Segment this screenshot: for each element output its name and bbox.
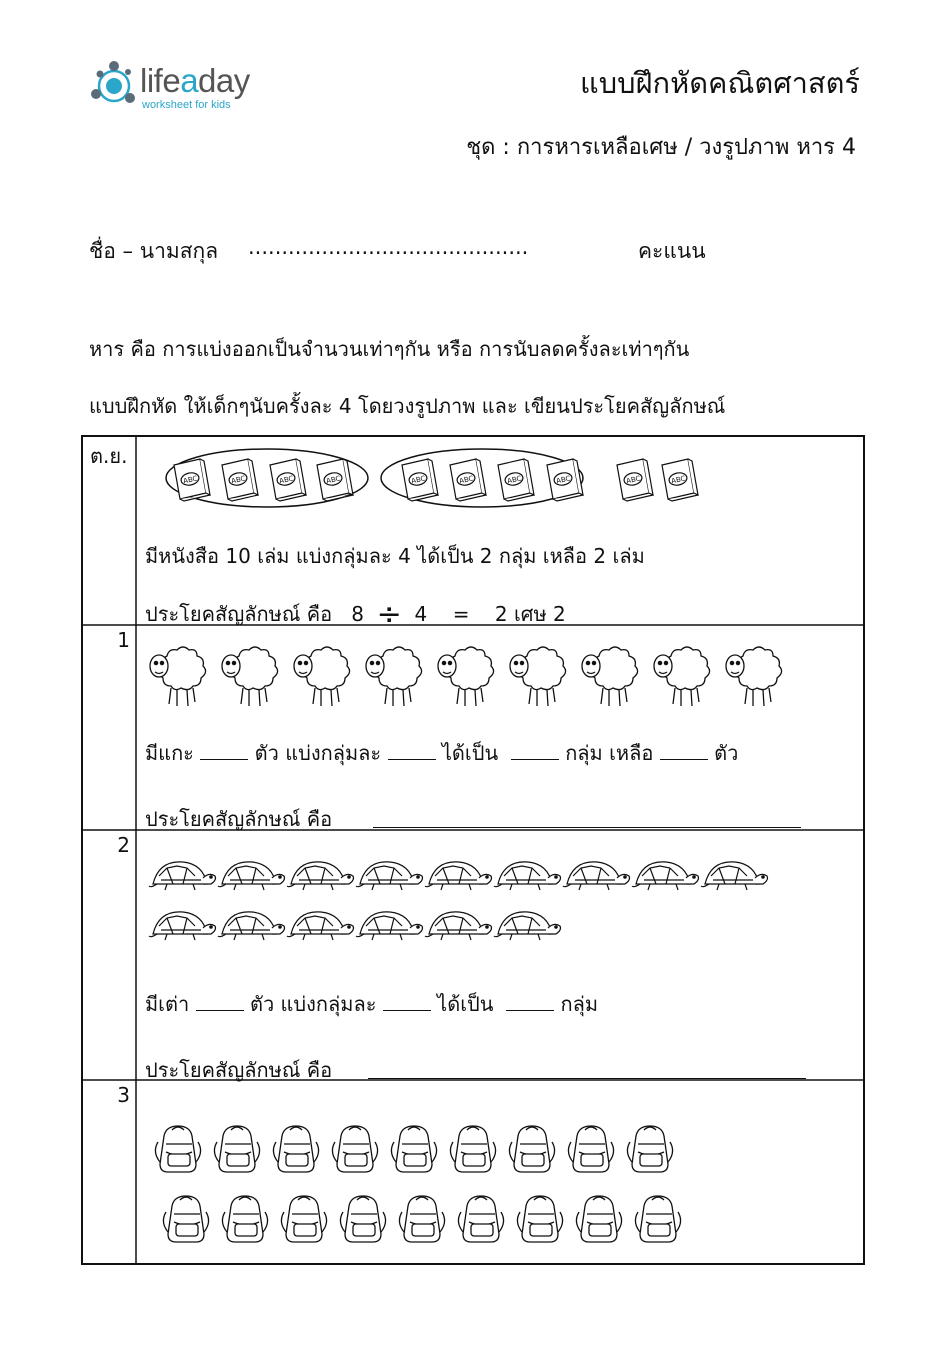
backpack-icon xyxy=(635,1196,680,1242)
turtle-icon xyxy=(149,912,216,940)
sheep-icon xyxy=(438,647,494,706)
turtle-pictures xyxy=(145,858,795,958)
name-label: ชื่อ – นามสกุล xyxy=(89,239,219,263)
backpack-icon xyxy=(332,1126,377,1172)
q2-equation-label: ประโยคสัญลักษณ์ คือ xyxy=(145,1058,333,1082)
backpack-icon xyxy=(391,1126,436,1172)
turtle-icon xyxy=(287,912,354,940)
backpack-icon xyxy=(627,1126,672,1172)
worksheet-subtitle: ชุด : การหารเหลือเศษ / วงรูปภาพ หาร 4 xyxy=(466,135,856,160)
example-equation xyxy=(145,598,566,630)
book-icon xyxy=(498,459,534,501)
backpack-icon xyxy=(340,1196,385,1242)
backpack-icon xyxy=(222,1196,267,1242)
q2-blank-total[interactable] xyxy=(196,992,244,1011)
q1-sentence: มีแกะ ตัว แบ่งกลุ่มละ ได้เป็น กลุ่ม เหลือ ตัว xyxy=(145,741,739,765)
svg-text:ABC: ABC xyxy=(410,474,427,486)
backpack-icon xyxy=(450,1126,495,1172)
equation-label: ประโยคสัญลักษณ์ คือ xyxy=(145,602,333,626)
sheep-icon xyxy=(582,647,638,706)
book-icon xyxy=(547,459,583,501)
backpack-icon xyxy=(568,1126,613,1172)
worksheet-title: แบบฝึกหัดคณิตศาสตร์ xyxy=(580,66,860,100)
q2-blank-groups[interactable] xyxy=(506,992,554,1011)
question-number-2: 2 xyxy=(117,833,130,857)
q1-equation-answer-line[interactable] xyxy=(373,826,801,828)
name-field[interactable]: .......................................... xyxy=(248,235,529,259)
logo-tagline: worksheet for kids xyxy=(142,99,231,111)
turtle-icon xyxy=(563,862,630,890)
turtle-icon xyxy=(356,862,423,890)
q2-sentence: มีเต่า ตัว แบ่งกลุ่มละ ได้เป็น กลุ่ม xyxy=(145,992,599,1016)
svg-text:ABC: ABC xyxy=(555,474,572,486)
q2-blank-group-size[interactable] xyxy=(383,992,431,1011)
svg-text:ABC: ABC xyxy=(325,474,342,486)
eq-dividend: 8 xyxy=(351,602,364,626)
sheep-icon xyxy=(150,647,206,706)
book-icon xyxy=(402,459,438,501)
svg-text:ABC: ABC xyxy=(230,474,247,486)
sheep-icon xyxy=(726,647,782,706)
exercise-instruction: แบบฝึกหัด ให้เด็กๆนับครั้งละ 4 โดยวงรูปภาพ และ เขียนประโยคสัญลักษณ์ xyxy=(89,394,726,418)
sheep-icon xyxy=(366,647,422,706)
eq-divisor: 4 xyxy=(414,602,428,626)
backpack-icon xyxy=(163,1196,208,1242)
q1-blank-total[interactable] xyxy=(200,741,248,760)
turtle-icon xyxy=(701,862,768,890)
svg-text:ABC: ABC xyxy=(670,474,687,486)
backpack-icon xyxy=(458,1196,503,1242)
q1-blank-groups[interactable] xyxy=(511,741,559,760)
book-icon xyxy=(317,459,353,501)
sheep-pictures xyxy=(145,642,795,710)
svg-text:ABC: ABC xyxy=(625,474,642,486)
book-icon xyxy=(662,459,698,501)
turtle-icon xyxy=(287,862,354,890)
backpack-pictures xyxy=(150,1120,710,1255)
sheep-icon xyxy=(654,647,710,706)
logo-wordmark: lifeaday xyxy=(140,62,250,99)
q2-equation-answer-line[interactable] xyxy=(368,1077,806,1079)
score-label: คะแนน xyxy=(638,239,706,263)
book-icon xyxy=(450,459,486,501)
q1-equation-label: ประโยคสัญลักษณ์ คือ xyxy=(145,807,333,831)
turtle-icon xyxy=(494,912,561,940)
svg-text:ABC: ABC xyxy=(506,474,523,486)
division-definition: หาร คือ การแบ่งออกเป็นจำนวนเท่าๆกัน หรือ การนับลดครั้งละเท่าๆกัน xyxy=(89,337,690,361)
sheep-icon xyxy=(222,647,278,706)
q1-blank-group-size[interactable] xyxy=(388,741,436,760)
sheep-icon xyxy=(294,647,350,706)
backpack-icon xyxy=(155,1126,200,1172)
backpack-icon xyxy=(399,1196,444,1242)
turtle-icon xyxy=(494,862,561,890)
svg-text:ABC: ABC xyxy=(278,474,295,486)
svg-text:ABC: ABC xyxy=(458,474,475,486)
turtle-icon xyxy=(149,862,216,890)
eq-result: 2 เศษ 2 xyxy=(494,602,566,626)
turtle-icon xyxy=(218,862,285,890)
example-row-label: ต.ย. xyxy=(90,444,128,468)
turtle-icon xyxy=(425,912,492,940)
book-icon xyxy=(222,459,258,501)
q1-blank-remainder[interactable] xyxy=(660,741,708,760)
question-number-3: 3 xyxy=(117,1083,130,1107)
example-book-pictures xyxy=(160,445,720,515)
turtle-icon xyxy=(425,862,492,890)
backpack-icon xyxy=(214,1126,259,1172)
divide-sign: ÷ xyxy=(376,597,402,632)
svg-text:ABC: ABC xyxy=(182,474,199,486)
example-sentence: มีหนังสือ 10 เล่ม แบ่งกลุ่มละ 4 ได้เป็น 2 กลุ่ม เหลือ 2 เล่ม xyxy=(145,544,645,568)
question-number-1: 1 xyxy=(117,628,130,652)
book-icon xyxy=(617,459,653,501)
backpack-icon xyxy=(576,1196,621,1242)
turtle-icon xyxy=(356,912,423,940)
backpack-icon xyxy=(273,1126,318,1172)
sheep-icon xyxy=(510,647,566,706)
backpack-icon xyxy=(281,1196,326,1242)
backpack-icon xyxy=(509,1126,554,1172)
eq-equals: = xyxy=(452,602,470,626)
turtle-icon xyxy=(632,862,699,890)
turtle-icon xyxy=(218,912,285,940)
book-icon xyxy=(270,459,306,501)
book-icon xyxy=(174,459,210,501)
backpack-icon xyxy=(517,1196,562,1242)
